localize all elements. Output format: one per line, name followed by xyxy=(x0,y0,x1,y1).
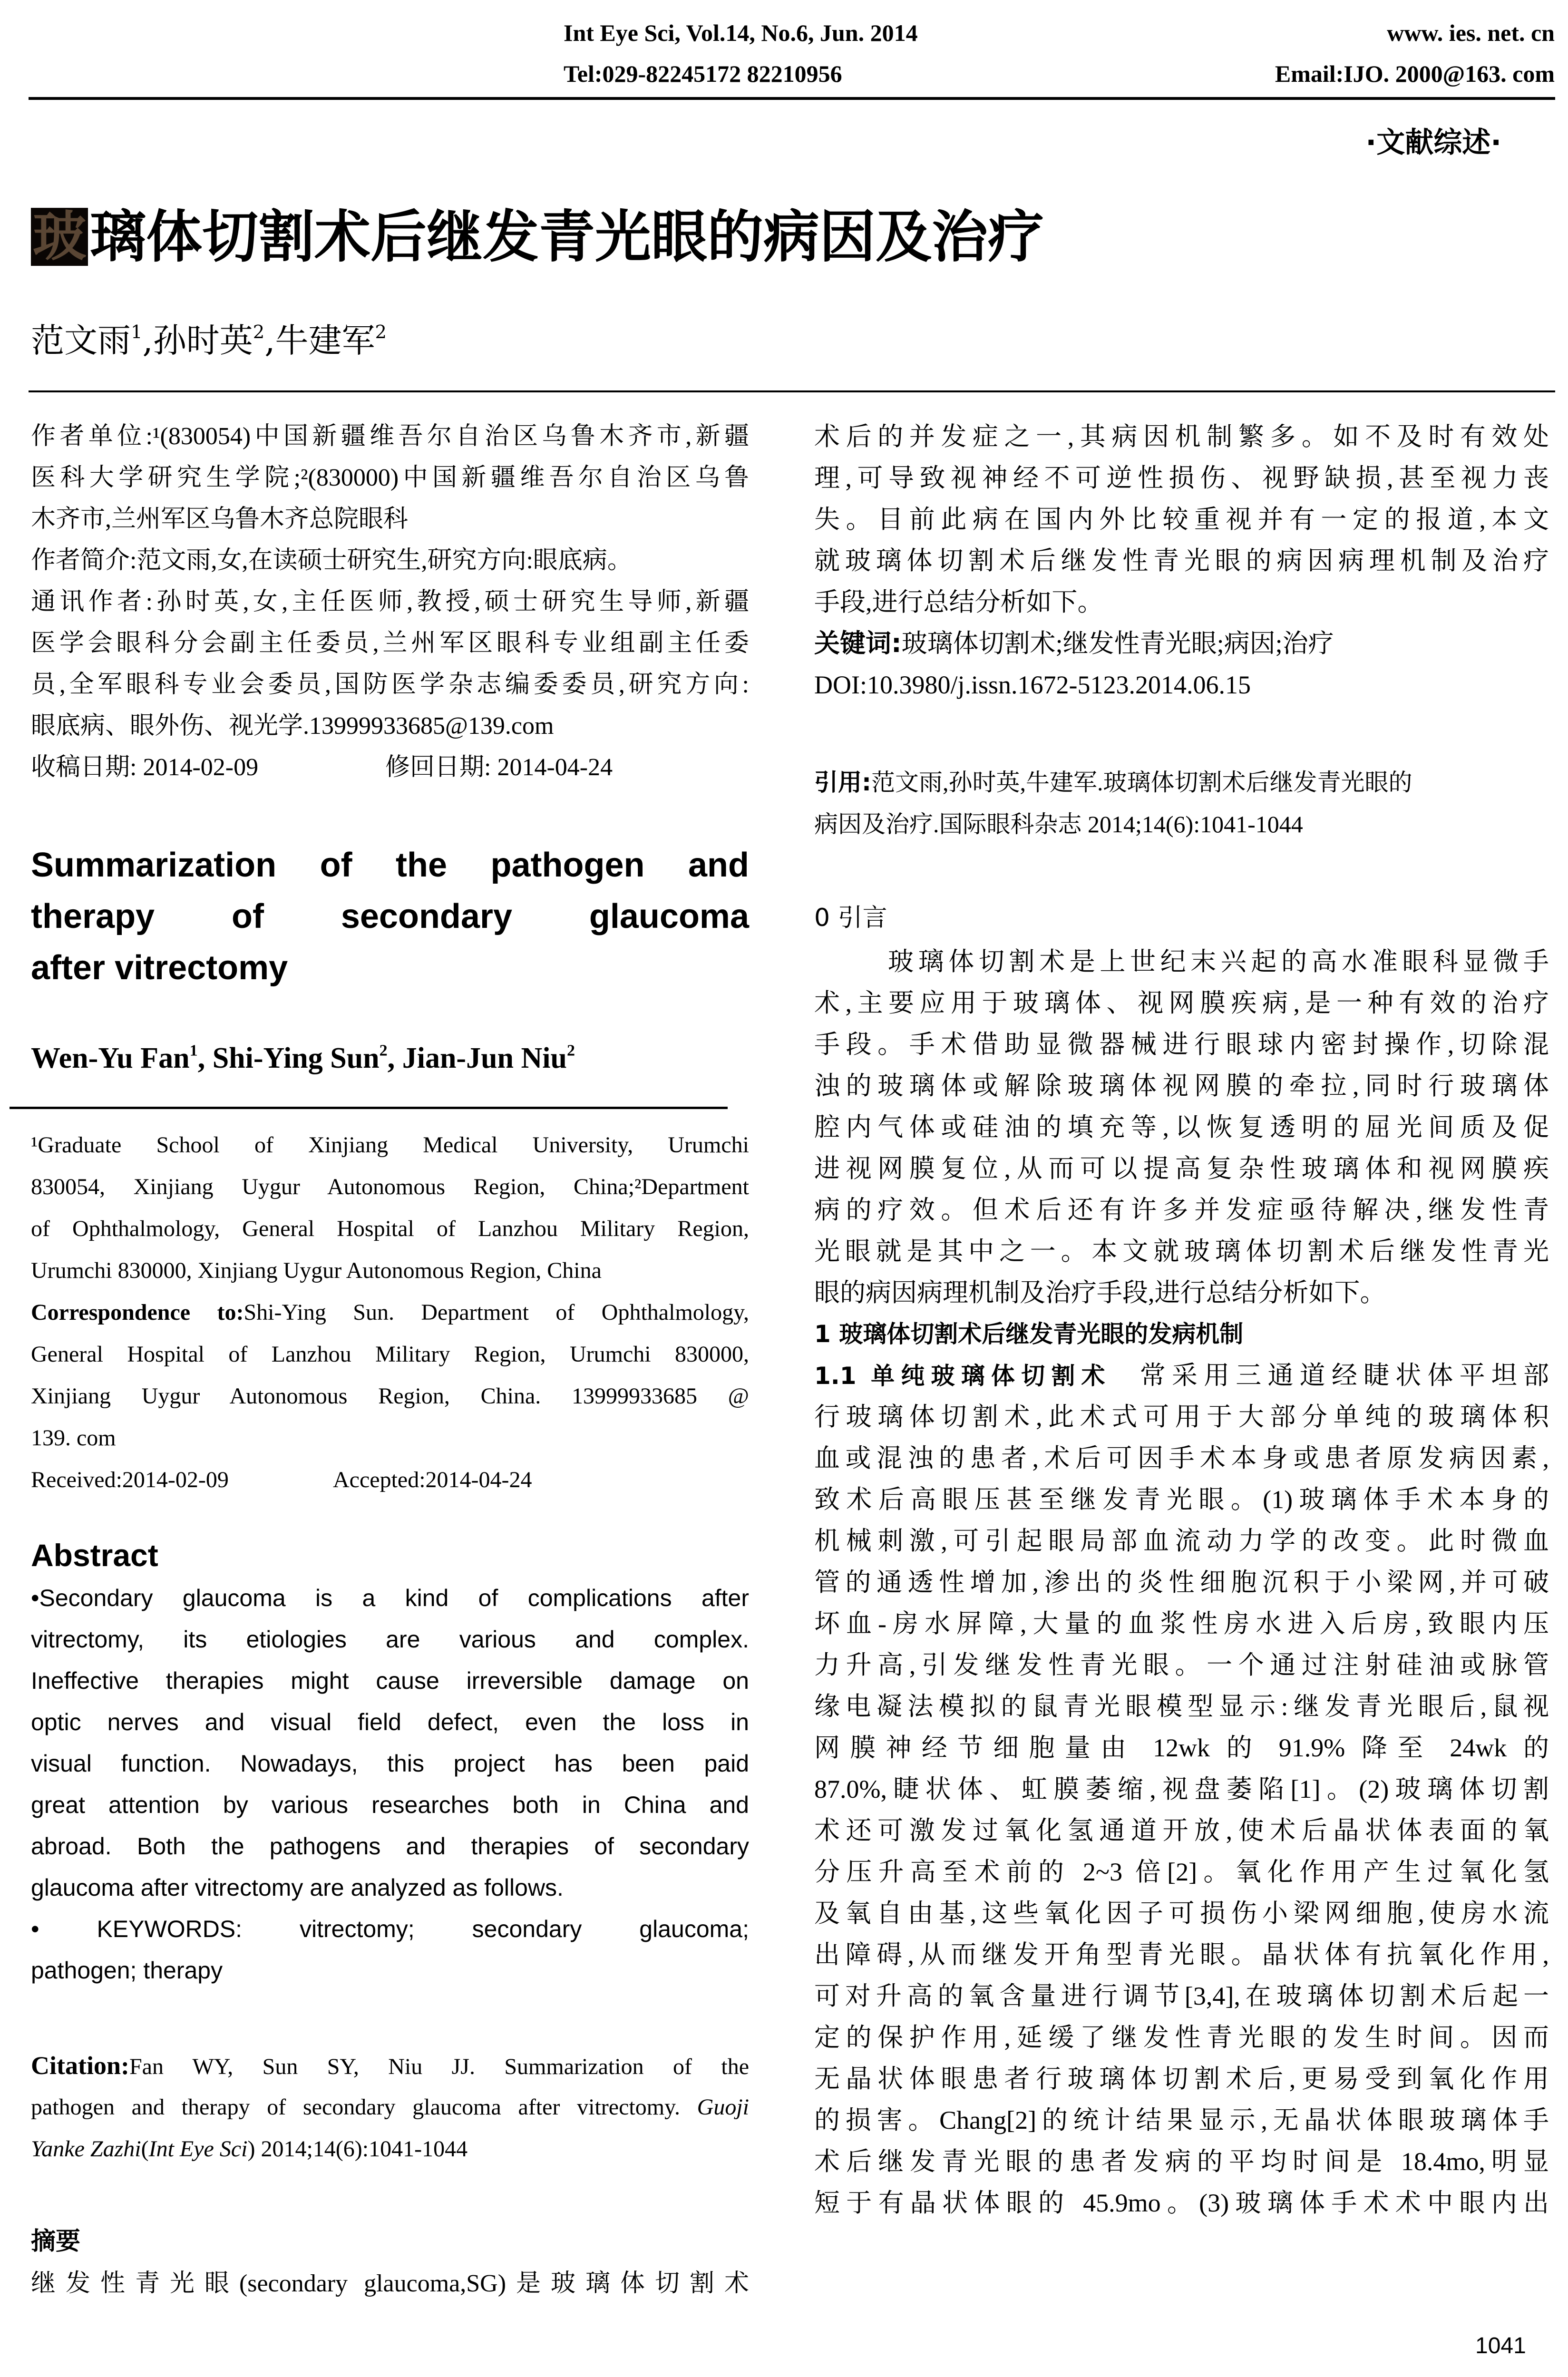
abstract-line: Ineffective therapies might cause irreversible damage on xyxy=(31,1667,749,1694)
intro-line: 浊的玻璃体或解除玻璃体视网膜的牵拉,同时行玻璃体 xyxy=(814,1072,1549,1100)
abstract-cn-line: 术后的并发症之一,其病因机制繁多。如不及时有效处 xyxy=(814,422,1549,451)
cn-abstract-heading: 摘要 xyxy=(31,2227,81,2256)
intro-line: 腔内气体或硅油的填充等,以恢复透明的屈光间质及促 xyxy=(814,1113,1549,1141)
cn-info-line: 作者简介:范文雨,女,在读硕士研究生,研究方向:眼底病。 xyxy=(31,547,632,574)
cite-cn-line: 病因及治疗.国际眼科杂志 2014;14(6):1041-1044 xyxy=(814,811,1303,838)
en-author-name: Jian-Jun Niu xyxy=(402,1042,567,1074)
body-line: 术还可激发过氧化氢通道开放,使术后晶状体表面的氧 xyxy=(814,1816,1549,1845)
keywords-line: pathogen; therapy xyxy=(31,1957,223,1984)
intro-line: 病的疗效。但术后还有许多并发症亟待解决,继发性青 xyxy=(814,1196,1549,1224)
received-en: Received:2014-02-09 xyxy=(31,1467,229,1492)
abstract-line: glaucoma after vitrectomy are analyzed as follows. xyxy=(31,1874,564,1901)
author-sup: 1 xyxy=(131,321,143,343)
body-line: 短于有晶状体眼的 45.9mo。(3)玻璃体手术术中眼内出 xyxy=(814,2189,1549,2217)
abstract-line: •Secondary glaucoma is a kind of complications after xyxy=(31,1585,749,1611)
en-author-sup: 2 xyxy=(379,1042,388,1060)
abstract-line: vitrectomy, its etiologies are various and complex. xyxy=(31,1626,749,1653)
title-text: 璃体切割术后继发青光眼的病因及治疗 xyxy=(90,204,1044,270)
citation-line: Yanke Zazhi(Int Eye Sci) 2014;14(6):1041-1044 xyxy=(31,2136,468,2162)
right-column xyxy=(814,0,1549,2377)
en-author-sep: , xyxy=(387,1042,402,1074)
affiliation-line: 830054, Xinjiang Uygur Autonomous Region, China;²Department xyxy=(31,1174,749,1199)
intro-line: 眼的病因病理机制及治疗手段,进行总结分析如下。 xyxy=(814,1278,1386,1307)
abstract-cn-line: 就玻璃体切割术后继发性青光眼的病因病理机制及治疗 xyxy=(814,546,1549,575)
cite-cn-label: 引用: xyxy=(814,769,871,796)
cn-info-line: 医学会眼科分会副主任委员,兰州军区眼科专业组副主任委 xyxy=(31,630,749,657)
doi[interactable]: DOI:10.3980/j.issn.1672-5123.2014.06.15 xyxy=(814,671,1251,699)
en-author-sep: , xyxy=(197,1042,213,1074)
abstract-line: optic nerves and visual field defect, even the loss in xyxy=(31,1709,749,1735)
body-line: 出障碍,从而继发开角型青光眼。晶状体有抗氧化作用, xyxy=(814,1940,1549,1969)
cite-cn-line xyxy=(814,768,1549,797)
en-title-line: after vitrectomy xyxy=(31,949,288,987)
citation-tail: ) 2014;14(6):1041-1044 xyxy=(247,2136,468,2162)
body-line: 网膜神经节细胞量由 12wk 的 91.9% 降至 24wk 的 xyxy=(814,1734,1549,1762)
author-name: 范文雨 xyxy=(31,321,131,360)
intro-line: 术,主要应用于玻璃体、视网膜疾病,是一种有效的治疗 xyxy=(814,989,1549,1017)
cn-info-line: 通讯作者:孙时英,女,主任医师,教授,硕士研究生导师,新疆 xyxy=(31,588,749,615)
cn-info-line: 员,全军眼科专业会委员,国防医学杂志编委委员,研究方向: xyxy=(31,671,749,698)
en-title-line: therapy of secondary glaucoma xyxy=(31,897,749,935)
keywords-cn-label: 关键词: xyxy=(814,628,902,658)
citation-text: pathogen and therapy of secondary glaucoma after vitrectomy. xyxy=(31,2094,680,2120)
citation-journal-abbr: Int Eye Sci xyxy=(148,2136,248,2162)
citation-text: Fan WY, Sun SY, Niu JJ. Summarization of the xyxy=(129,2054,749,2079)
body-line: 可对升高的氧含量进行调节[3,4],在玻璃体切割术后起一 xyxy=(814,1982,1549,2010)
revised-cn: 修回日期: 2014-04-24 xyxy=(385,754,613,781)
abstract-line: visual function. Nowadays, this project has been paid xyxy=(31,1750,749,1777)
abstract-line: great attention by various researches both in China and xyxy=(31,1792,749,1818)
correspondence-line: Xinjiang Uygur Autonomous Region, China. 13999933685 @ xyxy=(31,1383,749,1409)
cn-abstract-line: 继发性青光眼(secondary glaucoma,SG)是玻璃体切割术 xyxy=(31,2270,749,2297)
page-number: 1041 xyxy=(1475,2333,1526,2358)
en-title-line: Summarization of the pathogen and xyxy=(31,846,749,884)
correspondence-text: Shi-Ying Sun. Department of Ophthalmology, xyxy=(243,1300,749,1325)
keywords-cn-value: 玻璃体切割术;继发性青光眼;病因;治疗 xyxy=(901,629,1334,658)
intro-line: 进视网膜复位,从而可以提高复杂性玻璃体和视网膜疾 xyxy=(814,1154,1549,1183)
correspondence-label: Correspondence to: xyxy=(31,1300,244,1325)
affiliation-line: of Ophthalmology, General Hospital of Lanzhou Military Region, xyxy=(31,1216,749,1241)
body-line: 定的保护作用,延缓了继发性青光眼的发生时间。因而 xyxy=(814,2023,1549,2052)
section-label: ·文献综述· xyxy=(1365,126,1501,159)
section1-heading: 1 玻璃体切割术后继发青光眼的发病机制 xyxy=(814,1320,1244,1348)
keywords-cn xyxy=(814,629,1549,658)
body-line: 力升高,引发继发性青光眼。一个通过注射硅油或脉管 xyxy=(814,1651,1549,1679)
abstract-cn-line: 失。目前此病在国内外比较重视并有一定的报道,本文 xyxy=(814,505,1549,534)
en-author-sup: 2 xyxy=(567,1042,575,1060)
author-name: 孙时英 xyxy=(153,321,253,360)
author-sup: 2 xyxy=(375,321,387,343)
section11-first: 常采用三通道经睫状体平坦部 xyxy=(1139,1361,1549,1390)
en-author-name: Wen-Yu Fan xyxy=(31,1042,190,1074)
abstract-heading: Abstract xyxy=(31,1538,158,1573)
body-line: 的损害。Chang[2]的统计结果显示,无晶状体眼玻璃体手 xyxy=(814,2106,1549,2134)
intro-line: 光眼就是其中之一。本文就玻璃体切割术后继发性青光 xyxy=(814,1237,1549,1266)
keywords-line: • KEYWORDS: vitrectomy; secondary glaucoma; xyxy=(31,1916,749,1942)
citation-label: Citation: xyxy=(31,2051,129,2080)
accepted-en: Accepted:2014-04-24 xyxy=(333,1467,532,1492)
body-line: 及氧自由基,这些氧化因子可损伤小梁网细胞,使房水流 xyxy=(814,1899,1549,1928)
body-line: 行玻璃体切割术,此术式可用于大部分单纯的玻璃体积 xyxy=(814,1403,1549,1431)
author-sep: , xyxy=(142,321,153,360)
cite-cn-text: 范文雨,孙时英,牛建军.玻璃体切割术后继发青光眼的 xyxy=(871,769,1412,796)
affiliation-line: ¹Graduate School of Xinjiang Medical University, Urumchi xyxy=(31,1132,749,1158)
abstract-cn-line: 手段,进行总结分析如下。 xyxy=(814,588,1103,616)
body-line: 分压升高至术前的 2~3 倍[2]。氧化作用产生过氧化氢 xyxy=(814,1858,1549,1886)
en-author-name: Shi-Ying Sun xyxy=(212,1042,380,1074)
body-line: 术后继发青光眼的患者发病的平均时间是 18.4mo,明显 xyxy=(814,2147,1549,2176)
abstract-cn-line: 理,可导致视神经不可逆性损伤、视野缺损,甚至视力丧 xyxy=(814,464,1549,492)
intro-line: 手段。手术借助显微器械进行眼球内密封操作,切除混 xyxy=(814,1030,1549,1059)
dropcap: 玻 xyxy=(31,208,88,266)
section11-heading: 1.1 单纯玻璃体切割术 xyxy=(814,1362,1111,1390)
abstract-line: abroad. Both the pathogens and therapies of secondary xyxy=(31,1833,749,1860)
author-name: 牛建军 xyxy=(275,321,375,360)
body-line: 管的通透性增加,渗出的炎性细胞沉积于小梁网,并可破 xyxy=(814,1568,1549,1597)
en-authors-rule xyxy=(10,1107,728,1109)
left-column xyxy=(31,0,749,2377)
cn-info-line: 眼底病、眼外伤、视光学.13999933685@139.com xyxy=(31,712,554,740)
citation-line xyxy=(31,2093,749,2122)
body-line: 致术后高眼压甚至继发青光眼。(1)玻璃体手术本身的 xyxy=(814,1485,1549,1514)
body-line: 血或混浊的患者,术后可因手术本身或患者原发病因素, xyxy=(814,1444,1549,1472)
citation-line xyxy=(31,2051,749,2081)
citation-journal: Guoji xyxy=(697,2094,750,2120)
author-sep: , xyxy=(264,321,275,360)
section11-line xyxy=(814,1361,1549,1390)
citation-journal: Yanke Zazhi xyxy=(31,2136,141,2162)
correspondence-line xyxy=(31,1298,749,1327)
body-line: 无晶状体眼患者行玻璃体切割术后,更易受到氧化作用 xyxy=(814,2065,1549,2093)
en-authors xyxy=(31,1044,749,1072)
correspondence-line: 139. com xyxy=(31,1425,116,1451)
body-line: 坏血-房水屏障,大量的血浆性房水进入后房,致眼内压 xyxy=(814,1609,1549,1638)
correspondence-line: General Hospital of Lanzhou Military Region, Urumchi 830000, xyxy=(31,1342,749,1367)
journal-website[interactable]: www. ies. net. cn xyxy=(1387,19,1555,46)
intro-line: 玻璃体切割术是上世纪末兴起的高水准眼科显微手 xyxy=(888,947,1549,976)
body-line: 机械刺激,可引起眼局部血流动力学的改变。此时微血 xyxy=(814,1527,1549,1555)
journal-info: Int Eye Sci, Vol.14, No.6, Jun. 2014 xyxy=(564,19,918,46)
author-sup: 2 xyxy=(253,321,265,343)
cn-info-line: 作者单位:¹(830054)中国新疆维吾尔自治区乌鲁木齐市,新疆 xyxy=(31,423,749,450)
cn-info-line: 木齐市,兰州军区乌鲁木齐总院眼科 xyxy=(31,506,409,533)
received-cn: 收稿日期: 2014-02-09 xyxy=(31,754,259,781)
body-line: 87.0%,睫状体、虹膜萎缩,视盘萎陷[1]。(2)玻璃体切割 xyxy=(814,1775,1549,1803)
intro-heading: 0 引言 xyxy=(814,904,887,932)
affiliation-line: Urumchi 830000, Xinjiang Uygur Autonomous Region, China xyxy=(31,1258,602,1283)
body-line: 缘电凝法模拟的鼠青光眼模型显示:继发青光眼后,鼠视 xyxy=(814,1692,1549,1721)
en-author-sup: 1 xyxy=(189,1042,198,1060)
journal-tel: Tel:029-82245172 82210956 xyxy=(564,60,842,87)
cn-info-line: 医科大学研究生学院;²(830000)中国新疆维吾尔自治区乌鲁 xyxy=(31,464,749,491)
journal-email[interactable]: Email:IJO. 2000@163. com xyxy=(1275,60,1555,87)
